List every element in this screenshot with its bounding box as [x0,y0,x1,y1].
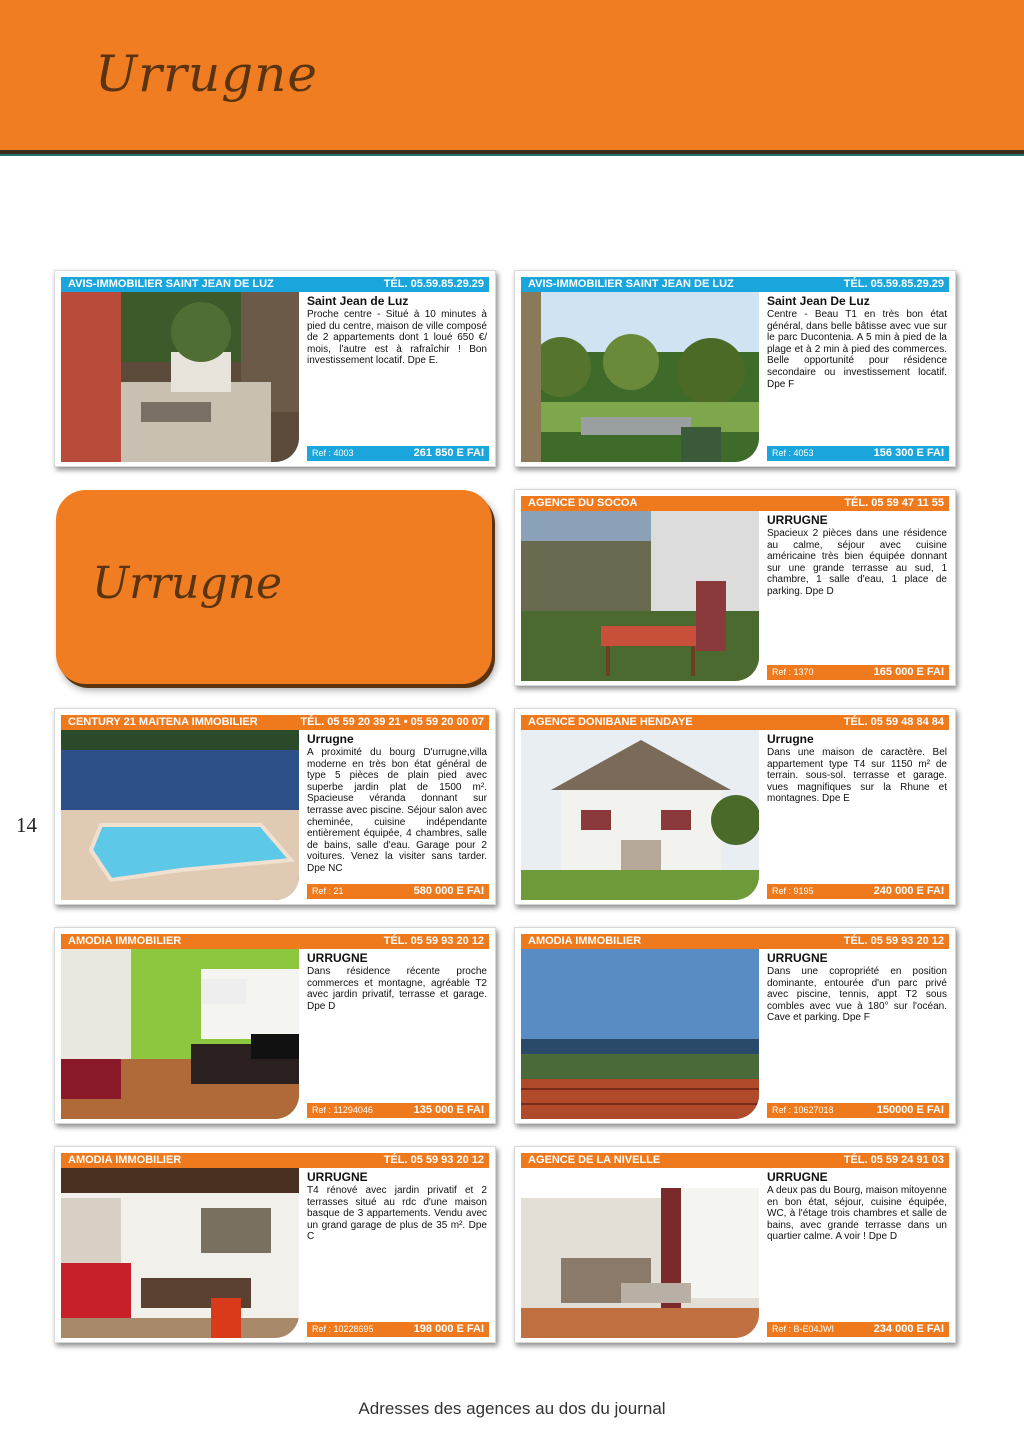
listing-description: A deux pas du Bourg, maison mitoyenne en bon état, séjour, cuisine équipée, WC, à l'étage trois chambres et salle de bains, avec grande terrasse dans un quartier calme. A voir ! Dpe D [767,1185,947,1243]
listing-card[interactable] [54,1146,496,1343]
listing-card[interactable] [514,1146,956,1343]
listing-title: URRUGNE [767,952,828,965]
card-body [307,952,487,1097]
listing-title: Urrugne [767,733,814,746]
listing-title: Saint Jean De Luz [767,295,870,308]
listing-description: A proximité du bourg D'urrugne,villa moderne en très bon état général de type 5 pièces de plain pied avec superbe jardin plat de 1500 m². Spacieuse véranda donnant sur terrasse avec piscine. Séjour salon avec cheminée, cuisine indépendante entièrement équipée, 4 chambres, salle de bains, salle d'eau. Garage pour 2 voitures. Venez la visiter sans tarder. Dpe NC [307,747,487,874]
card-footer [307,446,489,461]
photo-patio [521,1168,759,1338]
agency-phone[interactable]: TÉL. 05 59 93 20 12 [383,935,484,947]
listing-description: Proche centre - Situé à 10 minutes à pied du centre, maison de ville composé de 2 appartements dont 1 loué 650 €/ mois, l'autre est à rafraîchir ! Bon investissement locatif. Dpe E. [307,309,487,367]
card-body [767,1171,947,1316]
agency-phone[interactable]: TÉL. 05 59 20 39 21 • 05 59 20 00 07 [300,716,484,728]
card-footer [307,1103,489,1118]
listing-description: T4 rénové avec jardin privatif et 2 terrasses situé au rdc d'une maison basque de 3 appartements. Vendu avec un grand garage de plus de 35 m². Dpe C [307,1185,487,1243]
page-number: 14 [16,813,37,837]
card-body [767,733,947,878]
agency-name: AMODIA IMMOBILIER [68,1154,182,1166]
card-header [61,1153,489,1168]
listing-card[interactable] [54,927,496,1124]
listing-ref: Ref : 9195 [772,886,814,896]
listing-title: URRUGNE [307,1171,368,1184]
agency-phone[interactable]: TÉL. 05 59 93 20 12 [383,1154,484,1166]
listing-price: 135 000 E FAI [413,1104,484,1116]
card-footer [307,1322,489,1337]
card-body [307,1171,487,1316]
listing-price: 165 000 E FAI [873,666,944,678]
listing-photo[interactable] [521,511,759,681]
photo-pool [61,730,299,900]
card-footer [767,884,949,899]
agency-phone[interactable]: TÉL. 05.59.85.29.29 [843,278,944,290]
card-body [767,514,947,659]
listing-title: URRUGNE [307,952,368,965]
listing-ref: Ref : 10627018 [772,1105,834,1115]
listing-photo[interactable] [61,730,299,900]
agency-name: CENTURY 21 MAITENA IMMOBILIER [68,716,258,728]
listing-ref: Ref : 4053 [772,448,814,458]
listing-price: 234 000 E FAI [873,1323,944,1335]
card-footer [767,1103,949,1118]
listing-card[interactable] [514,927,956,1124]
listing-photo[interactable] [61,292,299,462]
photo-living-room-green [61,949,299,1119]
listing-photo[interactable] [521,1168,759,1338]
listing-description: Dans résidence récente proche commerces et montagne, agréable T2 avec jardin privatif, terrasse et garage. Dpe D [307,966,487,1012]
promo-title: Urrugne [92,558,283,609]
listing-ref: Ref : 1370 [772,667,814,677]
card-header [61,277,489,292]
listing-ref: Ref : B-E04JWI [772,1324,835,1334]
agency-phone[interactable]: TÉL. 05 59 47 11 55 [844,497,944,509]
agency-name: AGENCE DONIBANE HENDAYE [528,716,693,728]
agency-name: AGENCE DU SOCOA [528,497,638,509]
card-header [521,715,949,730]
listing-price: 198 000 E FAI [413,1323,484,1335]
agency-phone[interactable]: TÉL. 05.59.85.29.29 [383,278,484,290]
listing-description: Dans une copropriété en position dominante, entourée d'un parc privé avec piscine, tennis, appt T2 sous combles avec vue à 180° sur l'océan. Cave et parking. Dpe F [767,966,947,1024]
listing-price: 580 000 E FAI [413,885,484,897]
agency-name: AMODIA IMMOBILIER [528,935,642,947]
listing-price: 156 300 E FAI [873,447,944,459]
card-body [767,295,947,440]
card-header [521,934,949,949]
listing-card[interactable] [54,270,496,467]
listing-photo[interactable] [521,730,759,900]
listing-ref: Ref : 4003 [312,448,354,458]
photo-terrace [521,511,759,681]
listing-description: Spacieux 2 pièces dans une résidence au calme, séjour avec cuisine américaine très bien équipée donnant sur une grande terrasse au sud, 1 chambre, 1 salle d'eau, 1 place de parking. Dpe D [767,528,947,597]
listing-title: Saint Jean de Luz [307,295,409,308]
photo-house [521,730,759,900]
card-footer [767,1322,949,1337]
listing-photo[interactable] [521,949,759,1119]
listing-price: 240 000 E FAI [873,885,944,897]
card-footer [767,665,949,680]
page-title: Urrugne [95,45,318,103]
card-footer [307,884,489,899]
agency-name: AVIS-IMMOBILIER SAINT JEAN DE LUZ [528,278,734,290]
listing-ref: Ref : 11294046 [312,1105,373,1115]
listing-description: Dans une maison de caractère. Bel appartement type T4 sur 1150 m² de terrain. sous-sol. terrasse et garage. vues magnifiques sur la Rhune et montagnes. Dpe E [767,747,947,805]
agency-name: AGENCE DE LA NIVELLE [528,1154,661,1166]
agency-phone[interactable]: TÉL. 05 59 48 84 84 [843,716,944,728]
card-body [307,295,487,440]
listing-ref: Ref : 21 [312,886,344,896]
listing-title: URRUGNE [767,1171,828,1184]
listing-description: Centre - Beau T1 en très bon état général, dans belle bâtisse avec vue sur le parc Ducontenia. A 5 min à pied de la plage et à 2 min à pied des commerces. Belle opportunité pour résidence secondaire ou investissement locatif. Dpe F [767,309,947,390]
agency-phone[interactable]: TÉL. 05 59 24 91 03 [843,1154,944,1166]
photo-park-view [521,292,759,462]
listing-title: URRUGNE [767,514,828,527]
listing-photo[interactable] [61,949,299,1119]
card-header [521,1153,949,1168]
photo-garden-courtyard [61,292,299,462]
listing-card[interactable] [514,708,956,905]
listing-card[interactable] [514,270,956,467]
card-body [767,952,947,1097]
agency-name: AVIS-IMMOBILIER SAINT JEAN DE LUZ [68,278,274,290]
listing-card[interactable] [54,708,496,905]
listing-price: 150000 E FAI [876,1104,944,1116]
listing-title: Urrugne [307,733,354,746]
agency-name: AMODIA IMMOBILIER [68,935,182,947]
card-body [307,733,487,878]
card-header [521,496,949,511]
promo-banner [56,490,492,684]
footer-note: Adresses des agences au dos du journal [358,1399,666,1418]
photo-ocean-view [521,949,759,1119]
listing-photo[interactable] [61,1168,299,1338]
photo-dining-room [61,1168,299,1338]
card-header [61,934,489,949]
agency-phone[interactable]: TÉL. 05 59 93 20 12 [843,935,944,947]
listing-card[interactable] [514,489,956,686]
header-divider-accent [0,154,1024,156]
card-header [61,715,489,730]
card-header [521,277,949,292]
card-footer [767,446,949,461]
listing-photo[interactable] [521,292,759,462]
listing-ref: Ref : 10228695 [312,1324,374,1334]
listing-price: 261 850 E FAI [413,447,484,459]
